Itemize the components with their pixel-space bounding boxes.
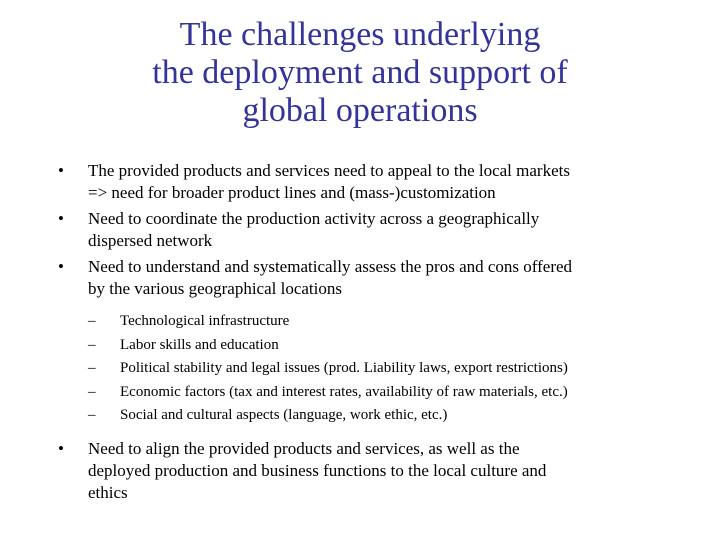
bullet-line: deployed production and business functions to the local culture and	[88, 460, 547, 480]
sub-bullet-text: Political stability and legal issues (prod. Liability laws, export restrictions)	[120, 360, 568, 376]
sub-bullet-marker: –	[88, 407, 96, 423]
sub-bullet-list	[56, 310, 696, 428]
bullet-line: by the various geographical locations	[88, 279, 342, 298]
bullet-line: Need to align the provided products and services, as well as the	[88, 438, 520, 458]
bullet-line: dispersed network	[88, 231, 213, 250]
bullet-line: => need for broader product lines and (mass-)customization	[88, 183, 496, 202]
bullet-marker: •	[58, 257, 64, 276]
sub-bullet-text: Economic factors (tax and interest rates, availability of raw materials, etc.)	[120, 383, 568, 400]
sub-bullet-marker: –	[88, 360, 96, 376]
slide-title	[60, 16, 660, 130]
bullet-item	[56, 208, 696, 252]
bullet-marker: •	[58, 438, 64, 458]
sub-bullet-text: Technological infrastructure	[120, 313, 290, 329]
slide-body	[56, 160, 696, 508]
bullet-item	[56, 256, 696, 300]
bullet-line: Need to understand and systematically assess the pros and cons offered	[88, 257, 573, 276]
bullet-marker: •	[58, 161, 64, 180]
bullet-marker: •	[58, 209, 64, 228]
title-line: The challenges underlying	[179, 16, 541, 53]
title-line: global operations	[242, 92, 478, 129]
sub-bullet-text: Social and cultural aspects (language, work ethic, etc.)	[120, 407, 448, 423]
bullet-line: The provided products and services need to appeal to the local markets	[88, 161, 570, 180]
sub-bullet-item	[56, 381, 696, 405]
sub-bullet-marker: –	[88, 383, 96, 400]
sub-bullet-marker: –	[88, 313, 96, 329]
bullet-item	[56, 438, 696, 504]
sub-bullet-marker: –	[88, 336, 96, 353]
bullet-item	[56, 160, 696, 204]
sub-bullet-item	[56, 357, 696, 381]
sub-bullet-item	[56, 310, 696, 334]
bullet-line: Need to coordinate the production activity across a geographically	[88, 209, 540, 228]
bullet-line: ethics	[88, 482, 128, 502]
sub-bullet-text: Labor skills and education	[120, 336, 279, 353]
title-line: the deployment and support of	[152, 54, 568, 91]
sub-bullet-item	[56, 334, 696, 358]
sub-bullet-item	[56, 404, 696, 428]
